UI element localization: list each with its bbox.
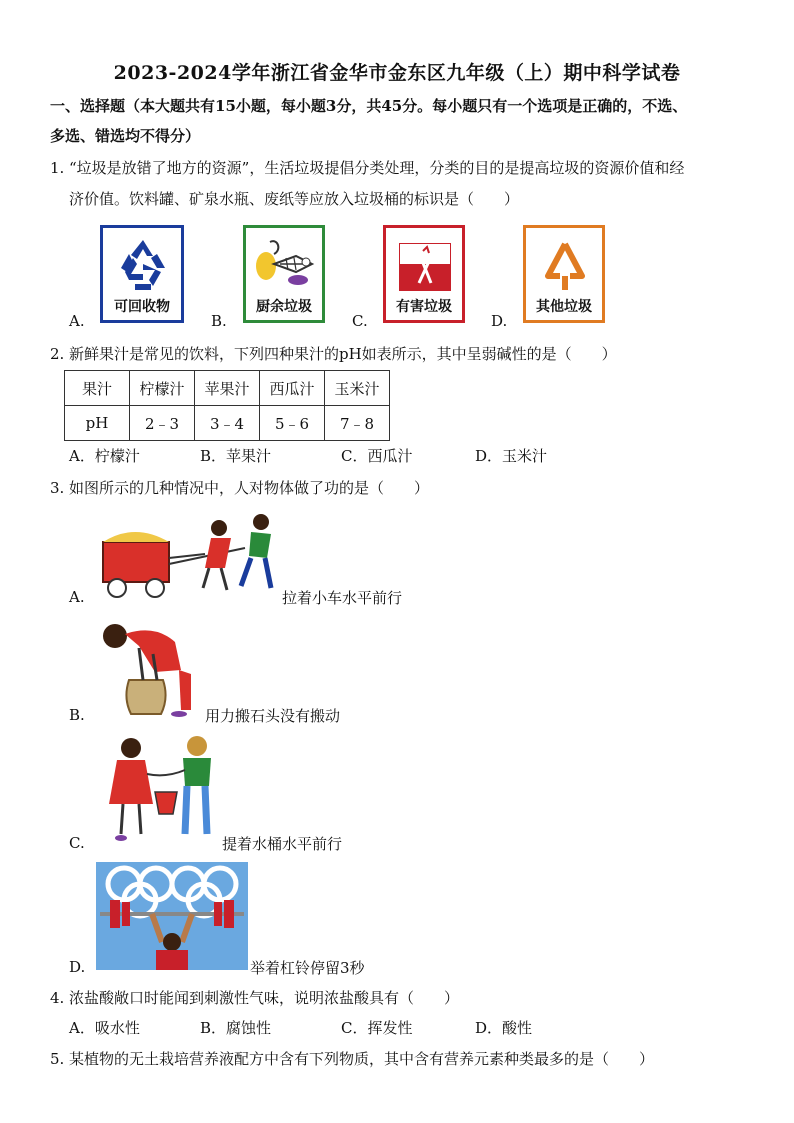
table-cell: 7﹣8 [325, 406, 390, 441]
q4-text: 浓盐酸敞口时能闻到刺激性气味，说明浓盐酸具有（ ） [69, 989, 460, 1007]
q3-option-b-letter: B. [69, 706, 85, 724]
q3-option-a-caption: 拉着小车水平前行 [282, 589, 403, 607]
bin-label-kitchen: 厨余垃圾 [256, 299, 312, 315]
q3-option-b-lifting-stone-illustration[interactable] [95, 614, 205, 718]
q3-option-a-letter: A. [69, 588, 85, 606]
q3-option-d-letter: D. [69, 958, 86, 976]
q4-option-a[interactable]: A．吸水性 [69, 1019, 140, 1037]
q2-option-d[interactable]: D．玉米汁 [475, 447, 548, 465]
bin-label-recyclable: 可回收物 [114, 299, 170, 315]
section-heading-line2: 多选、错选均不得分） [50, 127, 201, 145]
bin-label-hazardous: 有害垃圾 [396, 299, 452, 315]
q2-option-a[interactable]: A．柠檬汁 [69, 447, 140, 465]
q5-text: 某植物的无土栽培营养液配方中含有下列物质，其中含有营养元素种类最多的是（ ） [69, 1050, 655, 1068]
q3-text: 如图所示的几种情况中，人对物体做了功的是（ ） [69, 479, 430, 497]
q5-number: 5. [50, 1050, 65, 1068]
q1-text-line1: “垃圾是放错了地方的资源”，生活垃圾提倡分类处理，分类的目的是提高垃圾的资源价值和经 [69, 159, 685, 177]
table-row [65, 406, 390, 441]
q1-option-d-other-waste-bin-sign[interactable] [523, 225, 605, 323]
table-cell: 3﹣4 [195, 406, 260, 441]
q1-option-c-hazardous-bin-sign[interactable] [383, 225, 465, 323]
q3-option-a-cart-pulling-illustration[interactable] [95, 508, 281, 604]
q1-option-d-letter: D. [491, 312, 508, 330]
fishbone-icon [252, 236, 318, 292]
table-cell: 2﹣3 [130, 406, 195, 441]
q1-option-b-letter: B. [211, 312, 227, 330]
q3-option-c-caption: 提着水桶水平前行 [222, 835, 343, 853]
q1-option-b-kitchen-waste-bin-sign[interactable] [243, 225, 325, 323]
hazard-icon [399, 243, 451, 291]
ph-table [64, 370, 390, 441]
q2-option-b[interactable]: B．苹果汁 [200, 447, 272, 465]
q3-option-b-caption: 用力搬石头没有搬动 [205, 707, 341, 725]
q4-option-d[interactable]: D．酸性 [475, 1019, 533, 1037]
recycle-icon [113, 234, 173, 294]
q2-number: 2. [50, 345, 65, 363]
q2-text: 新鲜果汁是常见的饮料，下列四种果汁的pH如表所示，其中呈弱碱性的是（ ） [69, 345, 617, 363]
q3-number: 3. [50, 479, 65, 497]
q1-text-line2: 济价值。饮料罐、矿泉水瓶、废纸等应放入垃圾桶的标识是（ ） [69, 190, 520, 208]
triangle-arrows-icon [540, 238, 590, 294]
q4-option-b[interactable]: B．腐蚀性 [200, 1019, 272, 1037]
q1-option-a-letter: A. [69, 312, 85, 330]
q2-option-c[interactable]: C．西瓜汁 [341, 447, 413, 465]
table-cell: 5﹣6 [260, 406, 325, 441]
section-heading-line1: 一、选择题（本大题共有15小题，每小题3分，共45分。每小题只有一个选项是正确的，不选、 [50, 97, 688, 115]
q1-option-a-recyclable-bin-sign[interactable] [100, 225, 184, 323]
q1-number: 1. [50, 159, 65, 177]
page-title: 2023-2024学年浙江省金华市金东区九年级（上）期中科学试卷 [113, 62, 681, 84]
table-header-cell: 苹果汁 [195, 371, 260, 406]
q3-option-c-letter: C. [69, 834, 85, 852]
q3-option-c-carrying-bucket-illustration[interactable] [95, 734, 219, 846]
q1-option-c-letter: C. [352, 312, 368, 330]
q3-option-d-caption: 举着杠铃停留3秒 [250, 959, 365, 977]
table-row [65, 371, 390, 406]
q4-option-c[interactable]: C．挥发性 [341, 1019, 413, 1037]
table-cell: pH [65, 406, 130, 441]
table-header-cell: 果汁 [65, 371, 130, 406]
bin-label-other: 其他垃圾 [536, 299, 592, 315]
table-header-cell: 西瓜汁 [260, 371, 325, 406]
q3-option-d-weightlifting-photo[interactable] [96, 862, 248, 970]
table-header-cell: 玉米汁 [325, 371, 390, 406]
table-header-cell: 柠檬汁 [130, 371, 195, 406]
q4-number: 4. [50, 989, 65, 1007]
